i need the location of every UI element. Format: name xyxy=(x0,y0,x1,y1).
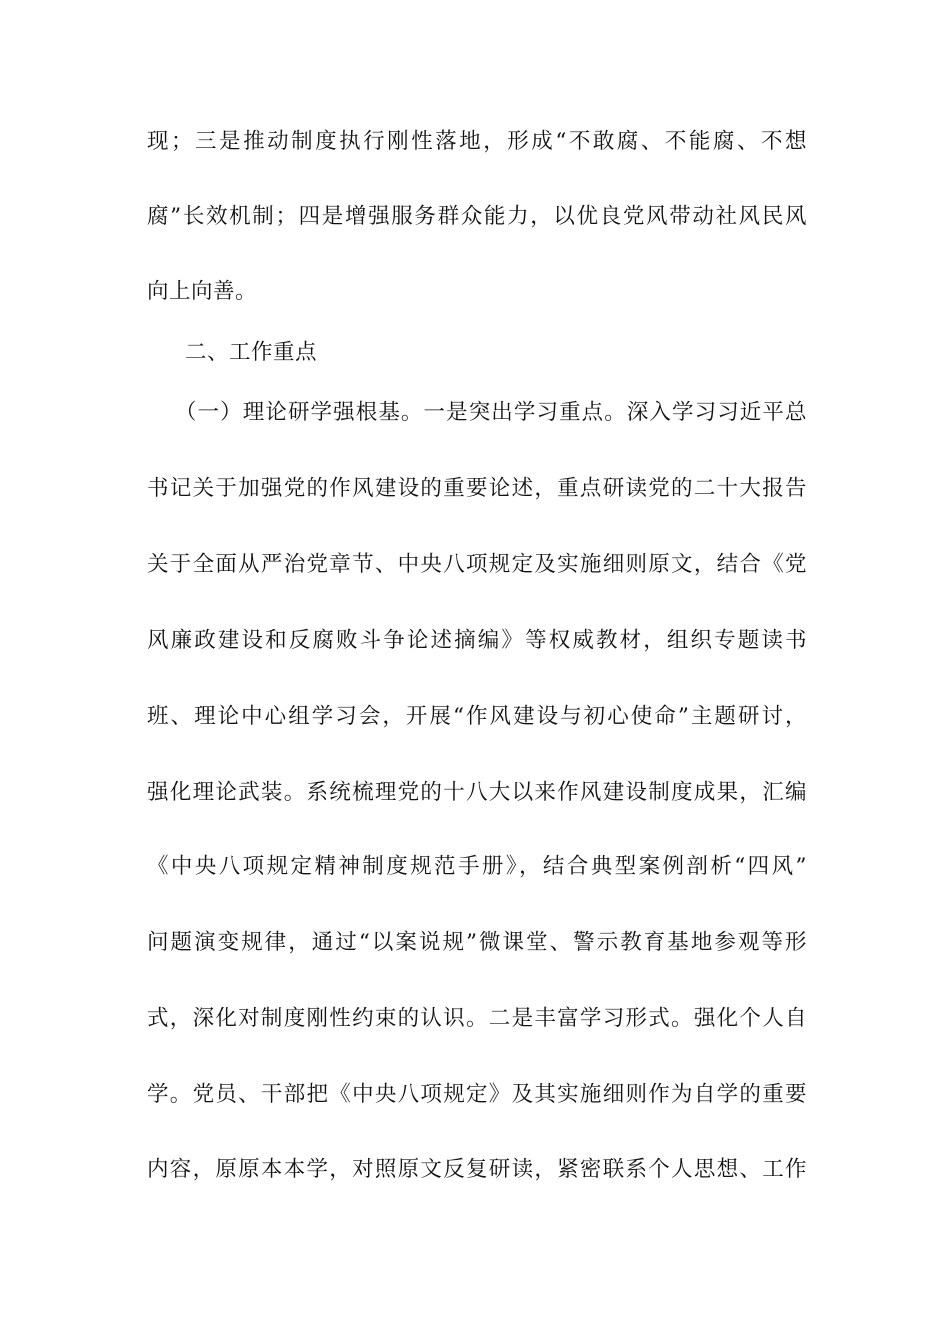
text-line: 腐”长效机制；四是增强服务群众能力，以优良党风带动社风民风 xyxy=(147,204,807,229)
text-line: 学。党员、干部把《中央八项规定》及其实施细则作为自学的重要 xyxy=(147,1082,807,1107)
text-line: 向上向善。 xyxy=(147,279,258,304)
text-line: 班、理论中心组学习会，开展“作风建设与初心使命”主题研讨， xyxy=(147,704,807,729)
text-line: 书记关于加强党的作风建设的重要论述，重点研读党的二十大报告 xyxy=(147,476,807,501)
text-line: （一）理论研学强根基。一是突出学习重点。深入学习习近平总 xyxy=(175,400,807,425)
section-heading: 二、工作重点 xyxy=(185,340,318,365)
text-line: 风廉政建设和反腐败斗争论述摘编》等权威教材，组织专题读书 xyxy=(147,628,807,653)
text-line: 内容，原原本本学，对照原文反复研读，紧密联系个人思想、工作 xyxy=(147,1157,807,1182)
text-line: 强化理论武装。系统梳理党的十八大以来作风建设制度成果，汇编 xyxy=(147,780,807,805)
text-line: 《中央八项规定精神制度规范手册》，结合典型案例剖析“四风” xyxy=(147,854,807,879)
text-line: 关于全面从严治党章节、中央八项规定及实施细则原文，结合《党 xyxy=(147,552,807,577)
text-line: 问题演变规律，通过“以案说规”微课堂、警示教育基地参观等形 xyxy=(147,930,807,955)
text-line: 式，深化对制度刚性约束的认识。二是丰富学习形式。强化个人自 xyxy=(147,1006,807,1031)
text-line: 现；三是推动制度执行刚性落地，形成“不敢腐、不能腐、不想 xyxy=(147,129,807,154)
